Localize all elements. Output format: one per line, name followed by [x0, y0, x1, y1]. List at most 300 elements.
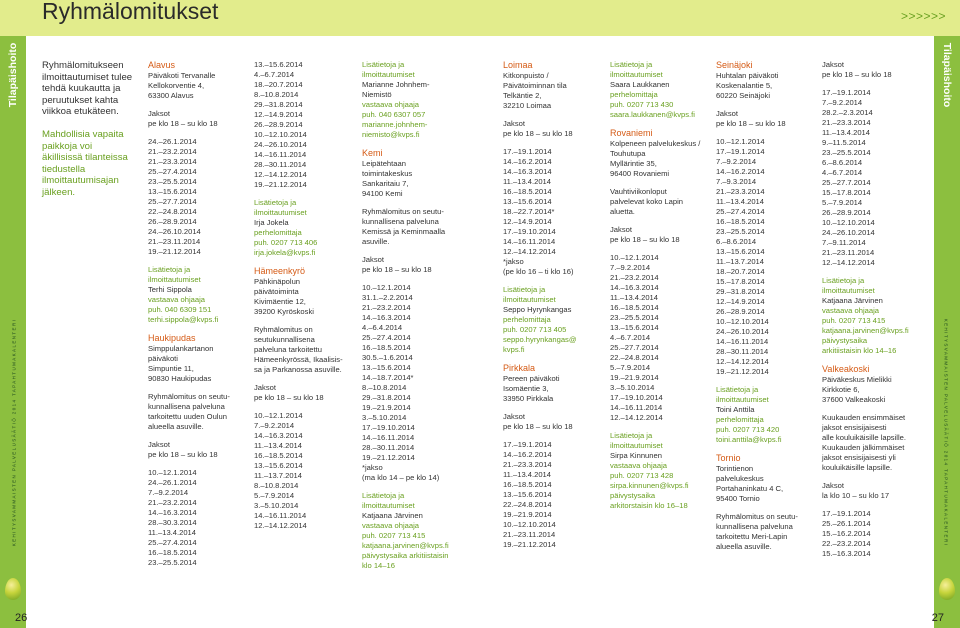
text-line: 22.–24.8.2014 [503, 500, 552, 509]
text-line: Päivätoiminnan tila [503, 81, 567, 90]
text-line: 5.–7.9.2014 [822, 198, 863, 207]
text-line: marianne.johnhem- [362, 120, 428, 129]
text-line: *jakso [503, 257, 524, 266]
next-arrows: >>>>>> [900, 9, 946, 23]
text-line: pe klo 18 – su klo 18 [822, 70, 892, 79]
text-line: 12.–14.9.2014 [503, 217, 552, 226]
text-line: päivystysaika [610, 491, 656, 500]
column-4 [503, 60, 603, 550]
left-page-number: 26 [15, 612, 28, 624]
text-line: Kirkkotie 6, [822, 385, 860, 394]
text-line: alle kouluikäisille lapsille. [822, 433, 906, 442]
text-line: palveluna tarkoitettu [254, 345, 322, 354]
text-line: 25.–27.4.2014 [716, 207, 765, 216]
text-line: 33950 Pirkkala [503, 394, 554, 403]
text-line: 4.–6.4.2014 [362, 323, 403, 332]
spacer [362, 483, 492, 491]
text-line: 17.–19.1.2014 [716, 147, 765, 156]
text-line: päivätoiminta [254, 287, 299, 296]
location-heading: Valkeakoski [822, 364, 870, 374]
text-line: Kellokorventie 4, [148, 81, 205, 90]
text-line: 10.–12.10.2014 [254, 130, 307, 139]
text-line: Jaksot [254, 383, 276, 392]
text-line: 11.–13.4.2014 [610, 293, 658, 302]
text-line: 19.–21.12.2014 [148, 247, 201, 256]
text-line: päivystysaika [822, 336, 868, 345]
text-line: 17.–19.1.2014 [503, 147, 552, 156]
text-line: 13.–15.6.2014 [362, 363, 411, 372]
text-line: Koskenalantie 5, [716, 81, 773, 90]
spacer [716, 504, 816, 512]
text-line: 7.–9.11.2014 [822, 238, 866, 247]
text-line: pe klo 18 – su klo 18 [148, 450, 218, 459]
text-line: 90830 Haukipudas [148, 374, 212, 383]
text-line: puh. 0207 713 430 [610, 100, 674, 109]
column-5 [610, 60, 715, 511]
text-line: 23.–25.5.2014 [822, 148, 871, 157]
text-line: Ryhmälomitus on seutu- [148, 392, 230, 401]
text-line: 8.–10.8.2014 [362, 383, 407, 392]
text-line: 14.–16.3.2014 [254, 431, 303, 440]
spacer [822, 501, 924, 509]
text-line: 13.–15.6.2014 [610, 323, 659, 332]
text-line: alueella asuville. [716, 542, 772, 551]
text-line: Jaksot [822, 60, 844, 69]
spacer [148, 432, 243, 440]
intro-green-text: Mahdollisia vapaita paikkoja voi äkillisissä tilanteissa tiedustella ilmoittautumisajan jälkeen. [42, 128, 128, 198]
text-line: pe klo 18 – su klo 18 [503, 422, 573, 431]
text-line: 29.–31.8.2014 [716, 287, 765, 296]
text-line: Terhi Sippola [148, 285, 192, 294]
text-line: vastaava ohjaaja [148, 295, 205, 304]
text-line: 9.–11.5.2014 [822, 138, 866, 147]
text-line: Päiväkoti Tervanalle [148, 71, 216, 80]
text-line: sirpa.kinnunen@kvps.fi [610, 481, 689, 490]
spacer [610, 217, 715, 225]
text-line: 15.–16.2.2014 [822, 529, 871, 538]
text-line: 17.–19.1.2014 [822, 509, 871, 518]
spacer [148, 101, 243, 109]
text-line: sa ja Parkanossa asuville. [254, 365, 342, 374]
text-line: Kuukauden ensimmäiset [822, 413, 906, 422]
spacer [610, 120, 715, 128]
text-line: 13.–15.6.2014 [254, 60, 303, 69]
location-heading: Hämeenkyrö [254, 266, 306, 276]
text-line: (ma klo 14 – pe klo 14) [362, 473, 440, 482]
text-line: 4.–6.7.2014 [610, 333, 651, 342]
text-line: 23.–25.5.2014 [610, 313, 659, 322]
text-line: 21.–23.11.2014 [503, 530, 556, 539]
text-line: 11.–13.4.2014 [503, 177, 551, 186]
text-line: (pe klo 16 – ti klo 16) [503, 267, 574, 276]
text-line: 5.–7.9.2014 [254, 491, 295, 500]
text-line: 11.–13.4.2014 [822, 128, 870, 137]
text-line: 10.–12.1.2014 [254, 411, 303, 420]
text-line: perhelomittaja [716, 415, 764, 424]
spacer [822, 473, 924, 481]
text-line: 26.–28.9.2014 [254, 120, 303, 129]
text-line: perhelomittaja [503, 315, 551, 324]
text-line: 14.–16.11.2014 [610, 403, 663, 412]
text-line: Pereen päiväkoti [503, 374, 560, 383]
text-line: puh. 040 6309 151 [148, 305, 212, 314]
text-line: 15.–17.8.2014 [716, 277, 765, 286]
right-section-tab: Tilapäishoito [941, 42, 953, 108]
spacer [610, 423, 715, 431]
text-line: Jaksot [503, 412, 525, 421]
text-line: 19.–21.9.2014 [503, 510, 552, 519]
spacer [716, 101, 816, 109]
text-line: 12.–14.9.2014 [254, 110, 303, 119]
text-line: Saara Laukkanen [610, 80, 670, 89]
spacer [254, 258, 349, 266]
text-line: Myllärintie 35, [610, 159, 657, 168]
text-line: 4.–6.7.2014 [254, 70, 295, 79]
text-line: arkitorstaisin klo 16–18 [610, 501, 688, 510]
location-heading: Kemi [362, 148, 383, 158]
text-line: 12.–14.12.2014 [610, 413, 663, 422]
text-line: 7.–9.2.2014 [610, 263, 651, 272]
text-line: 25.–27.4.2014 [362, 333, 411, 342]
text-line: 21.–23.3.2014 [716, 187, 765, 196]
spacer [362, 140, 492, 148]
spacer [822, 405, 924, 413]
location-heading: Pirkkala [503, 363, 536, 373]
text-line: 17.–19.10.2014 [503, 227, 556, 236]
text-line: 10.–12.10.2014 [503, 520, 556, 529]
text-line: ilmoittautumiset [254, 208, 307, 217]
text-line: 21.–23.2.2014 [148, 498, 197, 507]
text-line: 16.–18.5.2014 [610, 303, 659, 312]
text-line: Jaksot [362, 255, 384, 264]
text-line: Niemistö [362, 90, 392, 99]
text-line: Hämeenkyrössä, Ikaalisis- [254, 355, 343, 364]
text-line: Pähkinäpolun [254, 277, 301, 286]
text-line: Lisätietoja ja [254, 198, 297, 207]
text-line: 12.–14.12.2014 [822, 258, 875, 267]
text-line: 16.–18.5.2014 [716, 217, 765, 226]
text-line: 7.–9.3.2014 [716, 177, 757, 186]
text-line: 96400 Rovaniemi [610, 169, 670, 178]
left-calendar-label: KEHITYSVAMMAISTEN PALVELUSÄÄTIÖ 2014 TAPAHTUMAKALENTERI [11, 318, 17, 547]
spacer [822, 80, 924, 88]
text-line: Kivimäentie 12, [254, 297, 306, 306]
right-page-number: 27 [931, 612, 944, 624]
text-line: pe klo 18 – su klo 18 [148, 119, 218, 128]
spacer [716, 377, 816, 385]
intro-text: Ryhmälomitukseen ilmoittautumiset tulee tehdä kuukautta ja peruutukset kahta viikkoa etukäteen. [42, 60, 133, 118]
location-heading: Haukipudas [148, 333, 196, 343]
spacer [148, 384, 243, 392]
text-line: 19.–21.12.2014 [254, 180, 307, 189]
text-line: 10.–12.10.2014 [716, 317, 769, 326]
text-line: 12.–14.12.2014 [254, 521, 307, 530]
right-calendar-label: KEHITYSVAMMAISTEN PALVELUSÄÄTIÖ 2014 TAPAHTUMAKALENTERI [943, 318, 949, 547]
location-heading: Tornio [716, 453, 741, 463]
text-line: 39200 Kyröskoski [254, 307, 314, 316]
text-line: 22.–23.2.2014 [822, 539, 871, 548]
text-line: 28.–30.3.2014 [148, 518, 197, 527]
text-line: 6.–8.6.2014 [822, 158, 863, 167]
text-line: Lisätietoja ja [716, 385, 759, 394]
text-line: 60220 Seinäjoki [716, 91, 771, 100]
text-line: 25.–27.7.2014 [822, 178, 871, 187]
text-line: Jaksot [503, 119, 525, 128]
text-line: 5.–7.9.2014 [610, 363, 651, 372]
text-line: seutukunnallisena [254, 335, 315, 344]
intro-text-block [42, 60, 134, 199]
left-drop-logo [5, 578, 21, 600]
text-line: 18.–20.7.2014 [716, 267, 765, 276]
right-drop-logo [939, 578, 955, 600]
text-line: ilmoittautumiset [610, 70, 663, 79]
text-line: kunnallisena palveluna [716, 522, 793, 531]
text-line: vastaava ohjaaja [822, 306, 879, 315]
text-line: pe klo 18 – su klo 18 [610, 235, 680, 244]
text-line: 7.–9.2.2014 [148, 488, 189, 497]
text-line: ilmoittautumiset [610, 441, 663, 450]
spacer [362, 275, 492, 283]
text-line: 28.–30.11.2014 [254, 160, 307, 169]
text-line: 17.–19.10.2014 [362, 423, 415, 432]
text-line: jaksot ensisijaisesti [822, 423, 887, 432]
text-line: 19.–21.9.2014 [362, 403, 411, 412]
text-line: Lisätietoja ja [610, 431, 653, 440]
spacer [148, 257, 243, 265]
text-line: 11.–13.4.2014 [716, 197, 764, 206]
text-line: seppo.hyrynkangas@ [503, 335, 577, 344]
text-line: vastaava ohjaaja [362, 521, 419, 530]
spacer [822, 268, 924, 276]
column-6 [716, 60, 816, 552]
text-line: 18.–22.7.2014* [503, 207, 555, 216]
spacer [716, 129, 816, 137]
text-line: 14.–16.3.2014 [503, 167, 552, 176]
text-line: Jaksot [148, 440, 170, 449]
text-line: 21.–23.2.2014 [362, 303, 411, 312]
spacer [148, 129, 243, 137]
text-line: 14.–18.7.2014* [362, 373, 414, 382]
text-line: 63300 Alavus [148, 91, 194, 100]
text-line: 18.–20.7.2014 [254, 80, 303, 89]
text-line: 8.–10.8.2014 [254, 90, 299, 99]
text-line: klo 14–16 [362, 561, 395, 570]
text-line: Kuukauden jälkimmäiset [822, 443, 905, 452]
text-line: asuville. [362, 237, 390, 246]
text-line: 4.–6.7.2014 [822, 168, 863, 177]
spacer [716, 445, 816, 453]
spacer [254, 190, 349, 198]
spacer [254, 403, 349, 411]
text-line: toini.anttila@kvps.fi [716, 435, 782, 444]
spacer [148, 460, 243, 468]
text-line: terhi.sippola@kvps.fi [148, 315, 219, 324]
spacer [503, 432, 603, 440]
text-line: 19.–21.12.2014 [362, 453, 415, 462]
text-line: Kolpeneen palvelukeskus / [610, 139, 701, 148]
text-line: Jaksot [716, 109, 738, 118]
spacer [362, 247, 492, 255]
text-line: Irja Jokela [254, 218, 289, 227]
spacer [503, 404, 603, 412]
spacer [822, 356, 924, 364]
text-line: 13.–15.6.2014 [503, 197, 552, 206]
text-line: Katjaana Järvinen [362, 511, 423, 520]
text-line: puh. 0207 713 420 [716, 425, 780, 434]
spacer [254, 317, 349, 325]
text-line: Kitkonpuisto / [503, 71, 549, 80]
text-line: saara.laukkanen@kvps.fi [610, 110, 695, 119]
text-line: Lisätietoja ja [503, 285, 546, 294]
text-line: Portahaninkatu 4 C, [716, 484, 784, 493]
text-line: 14.–16.3.2014 [362, 313, 411, 322]
spacer [503, 277, 603, 285]
text-line: 13.–15.6.2014 [503, 490, 552, 499]
text-line: 16.–18.5.2014 [503, 480, 552, 489]
text-line: Kemissä ja Keminmaalla [362, 227, 446, 236]
text-line: Lisätietoja ja [362, 60, 405, 69]
text-line: Vauhtiviikonloput [610, 187, 667, 196]
text-line: Torintienon [716, 464, 754, 473]
text-line: tarkoitettu uuden Oulun [148, 412, 227, 421]
text-line: 11.–13.7.2014 [254, 471, 302, 480]
spacer [503, 111, 603, 119]
text-line: 21.–23.11.2014 [148, 237, 201, 246]
text-line: 14.–16.11.2014 [254, 150, 307, 159]
text-line: 6.–8.6.2014 [716, 237, 757, 246]
text-line: 13.–15.6.2014 [716, 247, 765, 256]
text-line: 25.–27.4.2014 [148, 538, 197, 547]
text-line: 15.–17.8.2014 [822, 188, 871, 197]
text-line: 13.–15.6.2014 [254, 461, 303, 470]
text-line: 11.–13.7.2014 [716, 257, 764, 266]
text-line: 11.–13.4.2014 [254, 441, 302, 450]
text-line: päiväkoti [148, 354, 178, 363]
location-heading: Loimaa [503, 60, 533, 70]
text-line: 28.–30.11.2014 [716, 347, 769, 356]
text-line: puh. 0207 713 405 [503, 325, 567, 334]
text-line: 12.–14.12.2014 [503, 247, 556, 256]
text-line: 25.–27.7.2014 [148, 197, 197, 206]
text-line: 21.–23.2.2014 [148, 147, 197, 156]
text-line: *jakso [362, 463, 383, 472]
text-line: 14.–16.3.2014 [148, 508, 197, 517]
text-line: ilmoittautumiset [362, 70, 415, 79]
column-1 [148, 60, 243, 568]
text-line: 24.–26.1.2014 [148, 478, 197, 487]
text-line: Jaksot [148, 109, 170, 118]
text-line: 16.–18.5.2014 [148, 548, 197, 557]
text-line: irja.jokela@kvps.fi [254, 248, 316, 257]
text-line: 28.–30.11.2014 [362, 443, 415, 452]
text-line: puh. 0207 713 428 [610, 471, 674, 480]
text-line: katjaana.jarvinen@kvps.fi [362, 541, 449, 550]
header-bar [0, 0, 960, 36]
left-section-tab: Tilapäishoito [7, 42, 19, 108]
text-line: Ryhmälomitus on seutu- [716, 512, 798, 521]
text-line: 16.–18.5.2014 [362, 343, 411, 352]
text-line: 24.–26.10.2014 [254, 140, 307, 149]
text-line: 26.–28.9.2014 [716, 307, 765, 316]
text-line: 7.–9.2.2014 [716, 157, 757, 166]
text-line: ilmoittautumiset [822, 286, 875, 295]
text-line: aluetta. [610, 207, 635, 216]
text-line: palvelevat koko Lapin [610, 197, 684, 206]
text-line: 11.–13.4.2014 [503, 470, 551, 479]
text-line: 3.–5.10.2014 [362, 413, 407, 422]
text-line: 16.–18.5.2014 [503, 187, 552, 196]
text-line: 23.–25.5.2014 [716, 227, 765, 236]
text-line: Sirpa Kinnunen [610, 451, 662, 460]
spacer [148, 325, 243, 333]
text-line: 10.–12.1.2014 [716, 137, 765, 146]
location-heading: Rovaniemi [610, 128, 653, 138]
text-line: toimintakeskus [362, 169, 413, 178]
text-line: 7.–9.2.2014 [822, 98, 863, 107]
text-line: 95400 Tornio [716, 494, 760, 503]
text-line: 23.–25.5.2014 [148, 177, 197, 186]
text-line: 3.–5.10.2014 [254, 501, 299, 510]
text-line: puh. 0207 713 415 [822, 316, 886, 325]
text-line: 12.–14.12.2014 [254, 170, 307, 179]
text-line: 14.–16.11.2014 [716, 337, 769, 346]
text-line: 29.–31.8.2014 [362, 393, 411, 402]
text-line: Marianne Johnhem- [362, 80, 430, 89]
text-line: 22.–24.8.2014 [148, 207, 197, 216]
text-line: la klo 10 – su klo 17 [822, 491, 890, 500]
text-line: 10.–12.10.2014 [822, 218, 875, 227]
text-line: pe klo 18 – su klo 18 [254, 393, 324, 402]
column-3 [362, 60, 492, 571]
column-7 [822, 60, 924, 559]
spacer [503, 139, 603, 147]
text-line: 32210 Loimaa [503, 101, 552, 110]
text-line: ilmoittautumiset [362, 501, 415, 510]
text-line: 17.–19.10.2014 [610, 393, 663, 402]
text-line: Huhtalan päiväkoti [716, 71, 779, 80]
text-line: 23.–25.5.2014 [148, 558, 197, 567]
text-line: Katjaana Järvinen [822, 296, 883, 305]
spacer [503, 355, 603, 363]
spacer [610, 245, 715, 253]
text-line: 13.–15.6.2014 [148, 187, 197, 196]
text-line: 12.–14.9.2014 [716, 297, 765, 306]
text-line: 8.–10.8.2014 [254, 481, 299, 490]
text-line: 28.2.–2.3.2014 [822, 108, 873, 117]
text-line: arkitiistaisin klo 14–16 [822, 346, 897, 355]
text-line: 26.–28.9.2014 [148, 217, 197, 226]
text-line: Lisätietoja ja [822, 276, 865, 285]
spacer [362, 199, 492, 207]
text-line: 7.–9.2.2014 [254, 421, 295, 430]
text-line: alueella asuville. [148, 422, 204, 431]
text-line: pe klo 18 – su klo 18 [716, 119, 786, 128]
text-line: Päiväkeskus Mielikki [822, 375, 892, 384]
text-line: Touhutupa [610, 149, 646, 158]
location-heading: Seinäjoki [716, 60, 753, 70]
text-line: kunnallisena palveluna [148, 402, 225, 411]
text-line: 14.–16.2.2014 [716, 167, 765, 176]
text-line: 21.–23.3.2014 [503, 460, 552, 469]
text-line: Simpuntie 11, [148, 364, 194, 373]
text-line: puh. 0207 713 406 [254, 238, 318, 247]
text-line: ilmoittautumiset [148, 275, 201, 284]
text-line: kouluikäisille lapsille. [822, 463, 893, 472]
location-heading: Alavus [148, 60, 176, 70]
text-line: vastaava ohjaaja [362, 100, 419, 109]
text-line: jaksot ensisijaisesti yli [822, 453, 896, 462]
text-line: ilmoittautumiset [503, 295, 556, 304]
